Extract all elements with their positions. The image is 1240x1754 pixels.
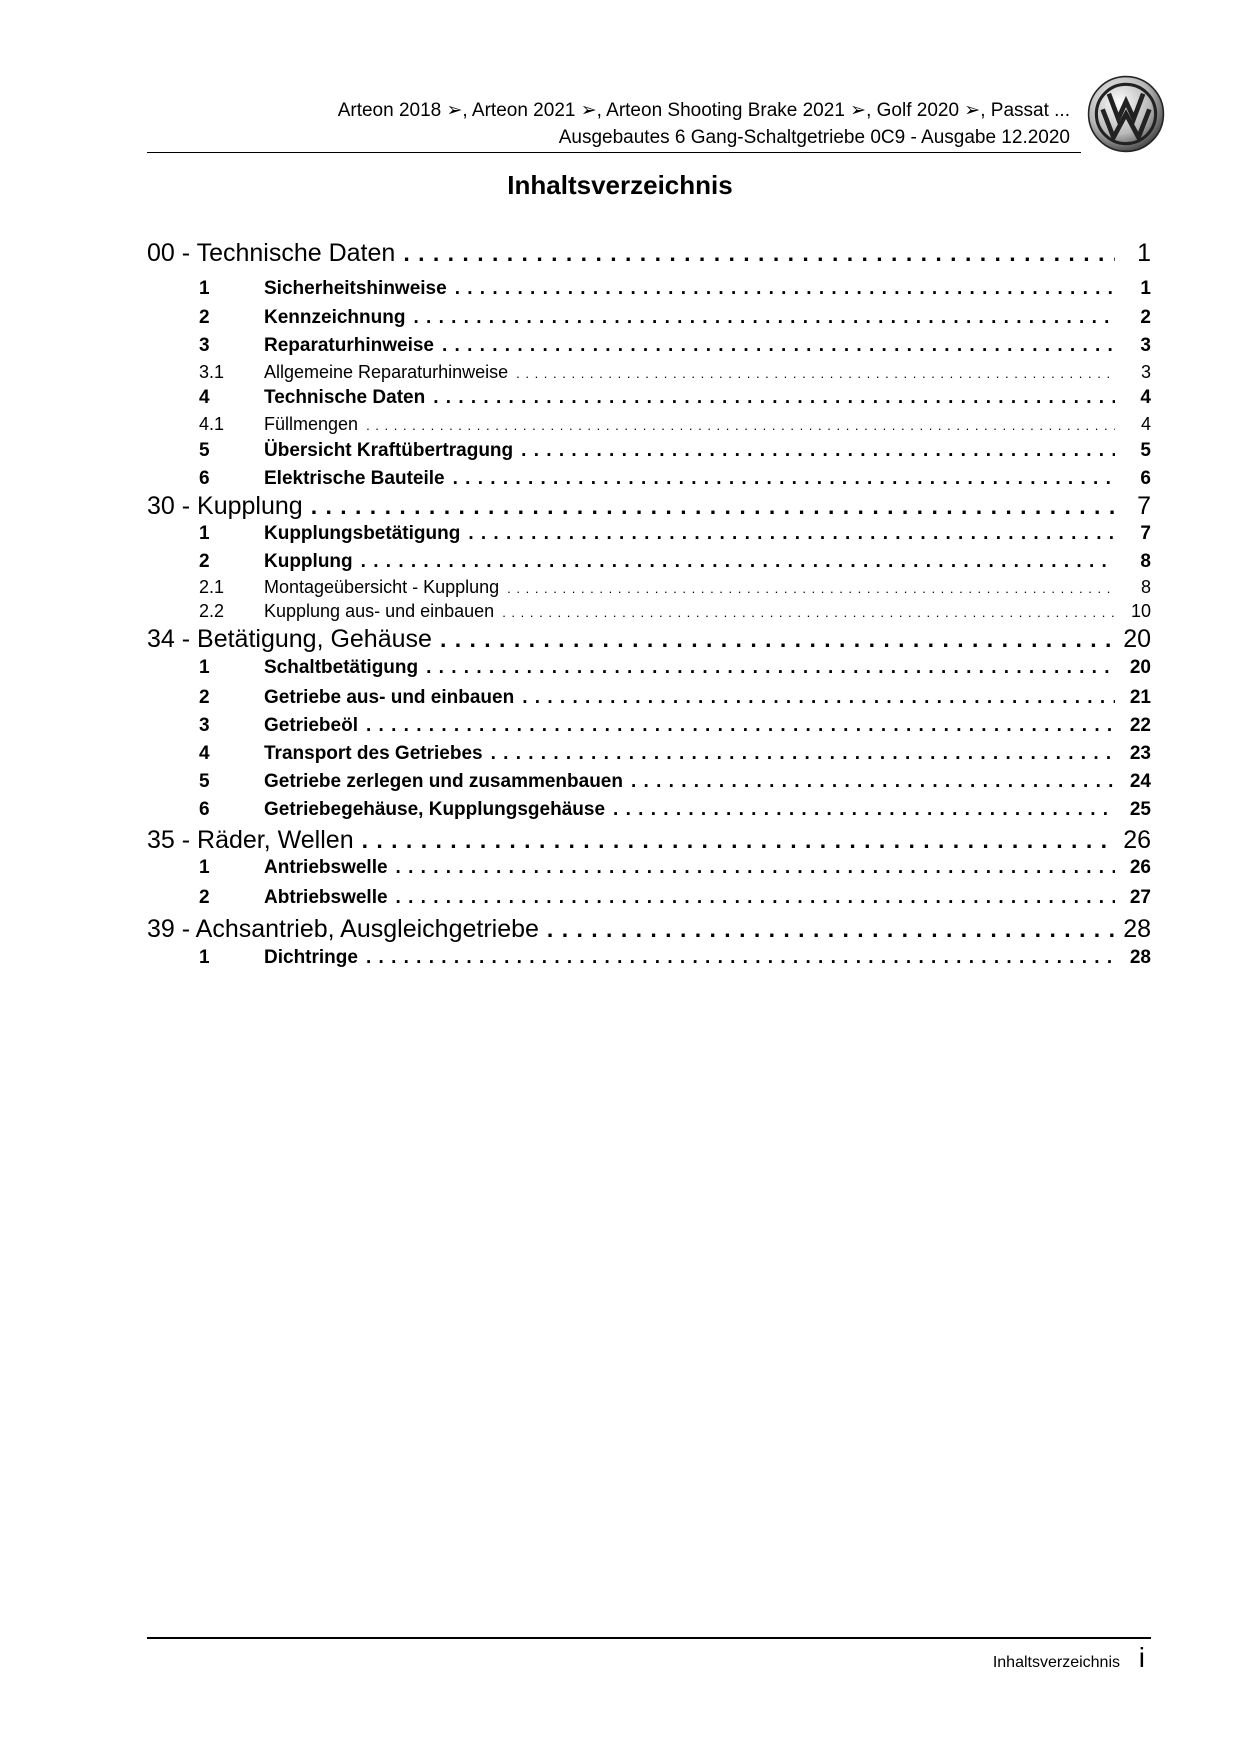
toc-number: 2 (199, 687, 210, 708)
toc-page-number: 3 (1140, 362, 1151, 382)
toc-page-number: 2 (1140, 307, 1151, 328)
toc-leader (366, 714, 1115, 738)
toc-number: 39 - Achsantrieb, Ausgleichgetriebe (147, 915, 539, 943)
toc-page-number: 23 (1129, 743, 1151, 764)
toc-title: Allgemeine Reparaturhinweise (264, 362, 509, 382)
toc-leader (366, 415, 1115, 437)
toc-title: Getriebegehäuse, Kupplungsgehäuse (264, 799, 606, 820)
toc-entry[interactable] (147, 550, 1151, 574)
toc-entry[interactable] (147, 576, 1151, 600)
header-models: Arteon 2018 ➢, Arteon 2021 ➢, Arteon Shooting Brake 2021 ➢, Golf 2020 ➢, Passat ... (337, 100, 1070, 121)
toc-number: 4.1 (199, 414, 225, 434)
toc-leader (468, 522, 1115, 546)
toc-leader (491, 742, 1115, 766)
toc-page-number: 24 (1129, 771, 1151, 792)
toc-page-number: 7 (1137, 492, 1151, 520)
toc-title: Technische Daten (264, 387, 426, 408)
toc-leader (362, 825, 1115, 855)
toc-page-number: 1 (1140, 278, 1151, 299)
toc-leader (522, 686, 1115, 710)
toc-number: 6 (199, 799, 210, 820)
toc-title: Kupplungsbetätigung (264, 523, 461, 544)
toc-leader (403, 238, 1115, 268)
header-divider (147, 152, 1081, 153)
toc-leader (516, 363, 1115, 385)
toc-page-number: 28 (1123, 915, 1151, 943)
toc-title: Getriebeöl (264, 715, 358, 736)
toc-leader (396, 856, 1115, 880)
toc-number: 1 (199, 278, 210, 299)
header-edition: Ausgebautes 6 Gang-Schaltgetriebe 0C9 - Ausgabe 12.2020 (558, 127, 1070, 148)
toc-page-number: 7 (1140, 523, 1151, 544)
toc-title: Getriebe aus- und einbauen (264, 687, 515, 708)
toc-leader (502, 602, 1115, 624)
toc-entry[interactable] (147, 386, 1151, 410)
toc-entry[interactable] (147, 600, 1151, 624)
toc-leader (440, 624, 1115, 654)
toc-number: 30 - Kupplung (147, 492, 303, 520)
toc-leader (453, 467, 1115, 491)
toc-title: Dichtringe (264, 947, 358, 968)
toc-chapter[interactable] (147, 491, 1151, 521)
toc-chapter[interactable] (147, 238, 1151, 268)
toc-title: Transport des Getriebes (264, 743, 483, 764)
toc-entry[interactable] (147, 856, 1151, 880)
toc-number: 5 (199, 771, 210, 792)
toc-entry[interactable] (147, 306, 1151, 330)
toc-entry[interactable] (147, 413, 1151, 437)
toc-entry[interactable] (147, 656, 1151, 680)
toc-leader (547, 914, 1115, 944)
toc-title: Antriebswelle (264, 857, 388, 878)
toc-leader (433, 386, 1115, 410)
toc-title: Sicherheitshinweise (264, 278, 447, 299)
toc-entry[interactable] (147, 522, 1151, 546)
toc-entry[interactable] (147, 798, 1151, 822)
toc-entry[interactable] (147, 277, 1151, 301)
toc-leader (455, 277, 1115, 301)
toc-title: Reparaturhinweise (264, 335, 434, 356)
toc-leader (396, 886, 1115, 910)
toc-page-number: 5 (1140, 440, 1151, 461)
toc-page-number: 10 (1130, 601, 1151, 621)
toc-number: 2 (199, 887, 210, 908)
toc-page-number: 20 (1123, 625, 1151, 653)
toc-title: Kupplung aus- und einbauen (264, 601, 495, 621)
toc-title: Füllmengen (264, 414, 359, 434)
toc-number: 4 (199, 743, 210, 764)
toc-page-number: 6 (1140, 468, 1151, 489)
toc-entry[interactable] (147, 467, 1151, 491)
toc-number: 1 (199, 947, 210, 968)
toc-leader (631, 770, 1115, 794)
toc-entry[interactable] (147, 361, 1151, 385)
toc-entry[interactable] (147, 946, 1151, 970)
toc-number: 1 (199, 523, 210, 544)
toc-title: Elektrische Bauteile (264, 468, 445, 489)
toc-entry[interactable] (147, 686, 1151, 710)
toc-title: Übersicht Kraftübertragung (264, 440, 514, 461)
toc-entry[interactable] (147, 334, 1151, 358)
toc-number: 3.1 (199, 362, 225, 382)
toc-title: Schaltbetätigung (264, 657, 419, 678)
toc-number: 35 - Räder, Wellen (147, 826, 354, 854)
toc-page-number: 3 (1140, 335, 1151, 356)
toc-page-number: 25 (1129, 799, 1151, 820)
toc-entry[interactable] (147, 742, 1151, 766)
toc-page-number: 20 (1129, 657, 1151, 678)
page-title: Inhaltsverzeichnis (507, 170, 733, 200)
toc-page-number: 1 (1137, 239, 1151, 267)
toc-page-number: 27 (1129, 887, 1151, 908)
toc-leader (426, 656, 1115, 680)
toc-page-number: 21 (1129, 687, 1151, 708)
toc-number: 2 (199, 307, 210, 328)
toc-leader (442, 334, 1115, 358)
toc-entry[interactable] (147, 439, 1151, 463)
footer-page-number: i (1138, 1642, 1145, 1673)
toc-number: 2.1 (199, 577, 225, 597)
toc-chapter[interactable] (147, 914, 1151, 944)
footer-label: Inhaltsverzeichnis (992, 1654, 1120, 1671)
toc-chapter[interactable] (147, 624, 1151, 654)
toc-number: 1 (199, 857, 210, 878)
toc-page-number: 26 (1129, 857, 1151, 878)
toc-title: Kennzeichnung (264, 307, 406, 328)
toc-title: Kupplung (264, 551, 353, 572)
toc-leader (413, 306, 1115, 330)
toc-leader (613, 798, 1115, 822)
toc-chapter[interactable] (147, 825, 1151, 855)
toc-number: 1 (199, 657, 210, 678)
toc-page-number: 26 (1123, 826, 1151, 854)
toc-leader (366, 946, 1115, 970)
toc-number: 34 - Betätigung, Gehäuse (147, 625, 432, 653)
footer-divider (147, 1637, 1151, 1639)
toc-number: 3 (199, 715, 210, 736)
toc-page-number: 4 (1140, 387, 1151, 408)
toc-page-number: 4 (1140, 414, 1151, 434)
toc-page-number: 22 (1129, 715, 1151, 736)
toc-title: Montageübersicht - Kupplung (264, 577, 500, 597)
toc-page-number: 8 (1140, 551, 1151, 572)
toc-leader (311, 491, 1115, 521)
toc-entry[interactable] (147, 770, 1151, 794)
toc-number: 5 (199, 440, 210, 461)
toc-number: 4 (199, 387, 210, 408)
toc-entry[interactable] (147, 886, 1151, 910)
toc-entry[interactable] (147, 714, 1151, 738)
toc-leader (507, 578, 1115, 600)
toc-title: Abtriebswelle (264, 887, 388, 908)
toc-number: 2.2 (199, 601, 225, 621)
toc-number: 6 (199, 468, 210, 489)
toc-leader (361, 550, 1115, 574)
toc-page-number: 28 (1129, 947, 1151, 968)
toc-leader (521, 439, 1115, 463)
toc-page-number: 8 (1140, 577, 1151, 597)
toc-title: Getriebe zerlegen und zusammenbauen (264, 771, 623, 792)
toc-number: 2 (199, 551, 210, 572)
toc-number: 00 - Technische Daten (147, 239, 396, 267)
toc-number: 3 (199, 335, 210, 356)
vw-logo-icon (1087, 75, 1165, 153)
